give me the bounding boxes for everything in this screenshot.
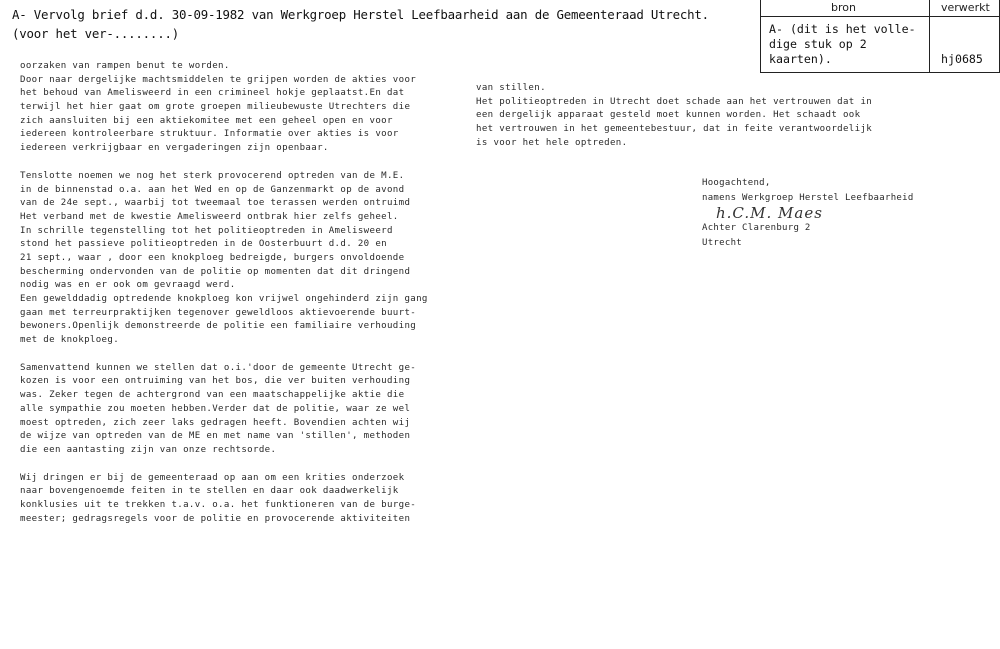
text-line: naar bovengenoemde feiten in te stellen en daar ook daadwerkelijk [20, 486, 399, 497]
text-line: het vertrouwen in het gemeentebestuur, dat in feite verantwoordelijk [476, 124, 873, 135]
text-line: iedereen kontroleerbare struktuur. Informatie over akties is voor [20, 129, 399, 140]
text-line: van de 24e sept., waarbij tot tweemaal toe terassen werden ontruimd [20, 198, 411, 209]
text-line: iedereen verkrijgbaar en vergaderingen zijn openbaar. [20, 143, 329, 154]
paragraph [20, 170, 470, 348]
text-line: terwijl het hier gaat om grote groepen milieubewuste Utrechters die [20, 102, 411, 113]
title-line-2: (voor het ver-........) [12, 26, 179, 41]
closing-greeting: Hoogachtend, [702, 178, 771, 188]
text-line: 21 sept., waar , door een knokploeg bedreigde, burgers onvoldoende [20, 252, 405, 263]
text-line: gaan met terreurpraktijken tegenover geweldloos aktievoerende buurt- [20, 307, 417, 318]
text-line: bewoners.Openlijk demonstreerde de politie een familiaire verhouding [20, 321, 417, 332]
text-line: met de knokploeg. [20, 335, 120, 346]
paragraph-gap [20, 348, 470, 362]
paragraph-gap [20, 458, 470, 472]
bron-label: bron [831, 1, 856, 14]
title-line-1: A- Vervolg brief d.d. 30-09-1982 van Werkgroep Herstel Leefbaarheid aan de Gemeenteraad Utrecht. [12, 7, 709, 22]
text-line: van stillen. [476, 83, 546, 93]
paragraph [20, 362, 470, 458]
verwerkt-value: hj0685 [941, 52, 983, 66]
text-line: Wij dringen er bij de gemeenteraad op aan om een krities onderzoek [20, 472, 405, 483]
text-line: is voor het hele optreden. [476, 137, 628, 148]
source-info-box [760, 0, 1000, 73]
text-line: In schrille tegenstelling tot het politieoptreden in Amelisweerd [20, 225, 393, 236]
closing-city: Utrecht [702, 238, 743, 248]
text-line: was. Zeker tegen de achtergrond van een maatschappelijke aktie die [20, 390, 405, 401]
closing-organization: namens Werkgroep Herstel Leefbaarheid [702, 193, 914, 203]
text-line: Het verband met de kwestie Amelisweerd ontbrak hier zelfs geheel. [20, 211, 399, 222]
text-line: meester; gedragsregels voor de politie en provocerende aktiviteiten [20, 513, 411, 524]
text-line: zich aansluiten bij een aktiekomitee met een geheel open en voor [20, 115, 393, 126]
text-line: alle sympathie zou moeten hebben.Verder dat de politie, waar ze wel [20, 403, 411, 414]
text-line: Een gewelddadig optredende knokploeg kon vrijwel ongehinderd zijn gang [20, 294, 428, 304]
text-line: moest optreden, zich zeer laks gedragen heeft. Bovendien achten wij [20, 417, 411, 428]
paragraph [20, 60, 470, 156]
text-line: Samenvattend kunnen we stellen dat o.i.'door de gemeente Utrecht ge- [20, 362, 417, 373]
text-line: nodig was en er ook om gevraagd werd. [20, 280, 236, 291]
paragraph-gap [20, 156, 470, 170]
bron-value-line: dige stuk op 2 [769, 37, 867, 51]
paragraph [20, 472, 470, 527]
text-line: stond het passieve politieoptreden in de Oosterbuurt d.d. 20 en [20, 239, 387, 250]
text-line: oorzaken van rampen benut te worden. [20, 61, 230, 71]
text-line: konklusies uit te trekken t.a.v. o.a. het funktioneren van de burge- [20, 499, 417, 510]
letter-right-column [476, 82, 946, 150]
text-line: Door naar dergelijke machtsmiddelen te grijpen worden de akties voor [20, 74, 417, 85]
text-line: Tenslotte noemen we nog het sterk provocerend optreden van de M.E. [20, 170, 405, 181]
verwerkt-label: verwerkt [941, 1, 990, 14]
info-box-divider [929, 0, 930, 72]
text-line: die een aantasting zijn van onze rechtsorde. [20, 444, 277, 455]
letter-left-column [20, 60, 470, 526]
text-line: in de binnenstad o.a. aan het Wed en op de Ganzenmarkt op de avond [20, 184, 405, 195]
text-line: het behoud van Amelisweerd in een crimineel hokje geplaatst.En dat [20, 88, 405, 99]
text-line: de wijze van optreden van de ME en met name van 'stillen', methoden [20, 431, 411, 442]
text-line: bescherming ondervonden van de politie op momenten dat dit dringend [20, 266, 411, 277]
text-line: Het politieoptreden in Utrecht doet schade aan het vertrouwen dat in [476, 96, 873, 107]
text-line: een dergelijk apparaat gesteld moet kunnen worden. Het schaadt ook [476, 110, 861, 121]
document-title [12, 5, 752, 43]
bron-value [769, 22, 929, 67]
closing-address: Achter Clarenburg 2 [702, 223, 811, 233]
text-line: kozen is voor een ontruiming van het bos, die ver buiten verhouding [20, 376, 411, 387]
bron-value-line: A- (dit is het volle- [769, 22, 916, 36]
bron-value-line: kaarten). [769, 52, 832, 66]
handwritten-signature: h.C.M. Maes [716, 204, 823, 222]
